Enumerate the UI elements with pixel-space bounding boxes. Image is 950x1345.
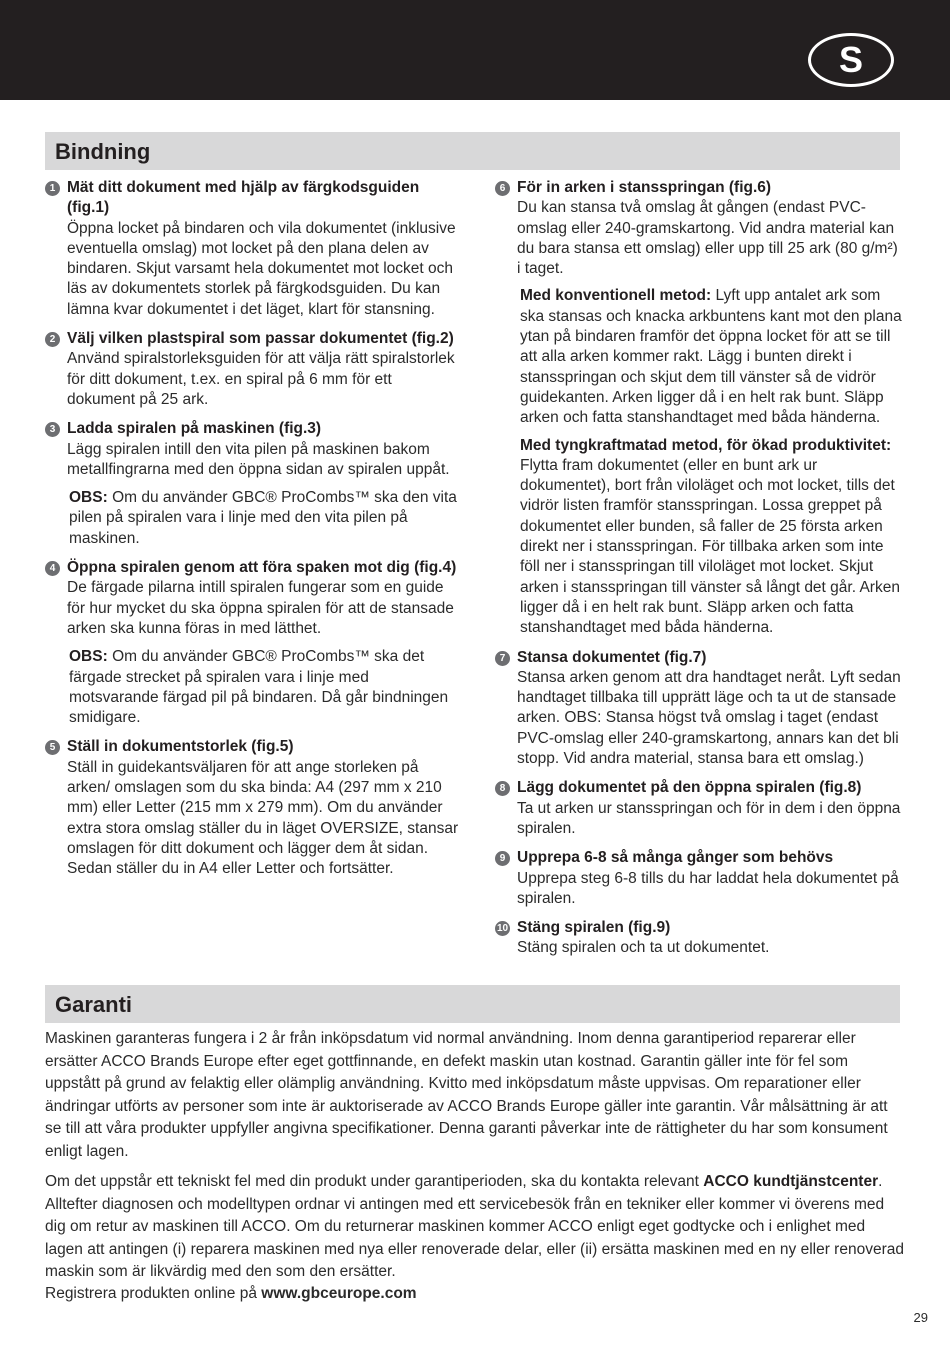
- section-title-garanti: Garanti: [45, 985, 900, 1023]
- section-title-bindning: Bindning: [45, 132, 900, 170]
- register-link[interactable]: www.gbceurope.com: [261, 1285, 417, 1302]
- warranty-paragraph-1: Maskinen garanteras fungera i 2 år från inköpsdatum vid normal användning. Inom denna garantiperiod reparerar eller ersätter ACCO Brands Europe efter eget gottfinnande, en defekt maskin utan kostnad. Garantin gäller inte för fel som uppstått på grund av felaktig eller olämplig användning. Kvitto med inköpsdatum måste uppvisas. Om reparationer eller ändringar utförts av personer som inte är auktoriserade av ACCO Brands Europe gäller inte garantin. Vår målsättning är att se till att våra produkter uppfyller angivna specifikationer. Denna garanti påverkar inte de rättigheter du har som konsument enligt lagen.: [45, 1030, 888, 1160]
- warranty-p2-start: Om det uppstår ett tekniskt fel med din produkt under garantiperioden, ska du kontakta relevant: [45, 1173, 699, 1190]
- step-number-badge: 10: [496, 923, 509, 935]
- method-text: Lyft upp antalet ark som ska stansas och knacka arkbuntens kant mot den plana ytan på bindaren framför det öppna locket för att se till att alla arken kommer rakt. Lägg i bunten direkt i stansspringan och skjut dem till vänster så de vidrör guidekanten. Arken ligger då i en helt rak bunt. Släpp arken och fatta stanshandtaget med båda händerna.: [520, 287, 902, 427]
- binding-right-column: [495, 178, 905, 968]
- step-body: Ställ in guidekantsväljaren för att ange storleken på arken/ omslagen som du ska binda: A4 (297 mm x 210 mm) eller Letter (215 mm x 279 mm). Om du använder extra stora omslag ställer du in läget OVERSIZE, stansar omslagen för ditt dokument och lägger dem åt sidan. Sedan ställer du in A4 eller Letter och fortsätter.: [67, 758, 459, 878]
- method-conventional: [517, 286, 905, 428]
- step-title: Upprepa 6-8 så många gånger som behövs: [517, 849, 834, 867]
- step-number-badge: 6: [495, 181, 510, 196]
- warranty-text: [45, 1028, 905, 1292]
- step-body: Stansa arken genom att dra handtaget neråt. Lyft sedan handtaget tillbaka till upprätt läge och ta ut de stansade arken. OBS: Stansa högst två omslag i taget (endast PVC-omslag eller 240-gramskartong, annars kan det bli stopp. Vid andra material, stansa bara ett omslag.): [517, 668, 901, 768]
- step-body: De färgade pilarna intill spiralen fungerar som en guide för hur mycket du ska öppna spiralen för att de stansade arken ska kunna föras in med lätthet.: [67, 579, 454, 637]
- method-gravity-fed: [517, 436, 905, 639]
- note-label: OBS:: [69, 648, 108, 666]
- step-title: Ställ in dokumentstorlek (fig.5): [67, 738, 294, 756]
- step-title: Lägg dokumentet på den öppna spiralen (fig.8): [517, 779, 862, 797]
- note: [67, 488, 460, 549]
- note: [67, 647, 460, 728]
- method-label: Med konventionell metod:: [520, 287, 712, 305]
- step-3: [45, 419, 460, 549]
- step-number-badge: 2: [45, 332, 60, 347]
- register-text: Registrera produkten online på: [45, 1285, 257, 1302]
- note-text: Om du använder GBC® ProCombs™ ska den vita pilen på spiralen vara i linje med den vita pilen på maskinen.: [69, 489, 457, 547]
- note-label: OBS:: [69, 489, 108, 507]
- step-9: [495, 848, 905, 909]
- step-1: [45, 178, 460, 320]
- step-2: [45, 329, 460, 410]
- step-8: [495, 778, 905, 839]
- step-number-badge: 5: [45, 740, 60, 755]
- note-text: Om du använder GBC® ProCombs™ ska det färgade strecket på spiralen vara i linje med motsvarande färgad pil på bindaren. Då går bindningen smidigare.: [69, 648, 449, 727]
- step-number-badge: 4: [45, 561, 60, 576]
- language-badge: S: [808, 33, 894, 87]
- step-7: [495, 648, 905, 770]
- step-number-badge: 9: [495, 851, 510, 866]
- step-5: [45, 737, 460, 879]
- step-10: [495, 918, 905, 959]
- step-body: Lägg spiralen intill den vita pilen på maskinen bakom metallfingrarna med den öppna sidan av spiralen uppåt.: [67, 440, 450, 478]
- step-body: Upprepa steg 6-8 tills du har laddat hela dokumentet på spiralen.: [517, 869, 899, 907]
- step-4: [45, 558, 460, 728]
- step-title: För in arken i stansspringan (fig.6): [517, 179, 772, 196]
- step-title: Ladda spiralen på maskinen (fig.3): [67, 420, 322, 438]
- step-number-badge: 8: [495, 781, 510, 796]
- warranty-paragraph-2: [45, 1171, 905, 1284]
- step-title: Mät ditt dokument med hjälp av färgkodsguiden (fig.1): [67, 179, 420, 217]
- step-body: Du kan stansa två omslag åt gången (endast PVC-omslag eller 240-gramskartong. Vid andra material kan du bara stansa ett omslag) eller upp till 25 ark (80 g/m²) i taget.: [517, 199, 898, 278]
- method-text: Flytta fram dokumentet (eller en bunt ark ur dokumentet), bort från viloläget och mot locket, tills det vidrör listen framför stansspringan. Lossa greppet på dokumentet eller bunden, så faller de 25 första arken direkt ner i stansspringan. För tillbaka arken som inte föll ner i stansspringan till viloläget mot locket. Skjut arken i stansspringan till vänster så långt det går. Arken ligger då i en helt rak bunt. Släpp arken och fatta stanshandtaget med båda händerna.: [520, 456, 900, 637]
- step-body: Ta ut arken ur stansspringan och för in dem i den öppna spiralen.: [517, 799, 901, 837]
- step-body: Öppna locket på bindaren och vila dokumentet (inklusive eventuella omslag) mot locket på den plana delen av bindaren. Skjut varsamt hela dokumentet mot locket och läs av dokumentets storlek på färgkodsguiden. Du kan lämna kvar dokumentet i det läget, klart för stansning.: [67, 219, 456, 318]
- register-line: [45, 1283, 417, 1305]
- step-title: Välj vilken plastspiral som passar dokumentet (fig.2): [67, 330, 454, 348]
- step-number-badge: 7: [495, 651, 510, 666]
- step-title: Öppna spiralen genom att föra spaken mot dig (fig.4): [67, 559, 457, 577]
- top-banner: [0, 0, 950, 100]
- step-body: Använd spiralstorleksguiden för att välja rätt spiralstorlek för ditt dokument, t.ex. en spiral på 6 mm för ett dokument på 25 ark.: [67, 350, 455, 408]
- contact-center-name: ACCO kundtjänstcenter: [703, 1173, 879, 1190]
- step-number-badge: 3: [45, 422, 60, 437]
- method-label: Med tyngkraftmatad metod, för ökad produktivitet:: [520, 436, 892, 454]
- warranty-p2-end: . Alltefter diagnosen och modelltypen ordnar vi antingen med ett servicebesök från en tekniker eller kommer vi överens med dig om retur av maskinen till ACCO. Om du returnerar maskinen kommer ACCO enligt eget godtycke och i enlighet med lagen att antingen (i) reparera maskinen med nya eller renoverade delar, eller (ii) ersätta maskinen med en ny eller renoverad maskin som är likvärdig med den som den ersätter.: [45, 1173, 904, 1280]
- page-number: 29: [913, 1310, 928, 1325]
- binding-left-column: [45, 178, 460, 889]
- step-6: [495, 178, 905, 639]
- step-body: Stäng spiralen och ta ut dokumentet.: [517, 939, 770, 957]
- step-title: Stäng spiralen (fig.9): [517, 919, 671, 937]
- step-title: Stansa dokumentet (fig.7): [517, 648, 707, 666]
- step-number-badge: 1: [45, 181, 60, 196]
